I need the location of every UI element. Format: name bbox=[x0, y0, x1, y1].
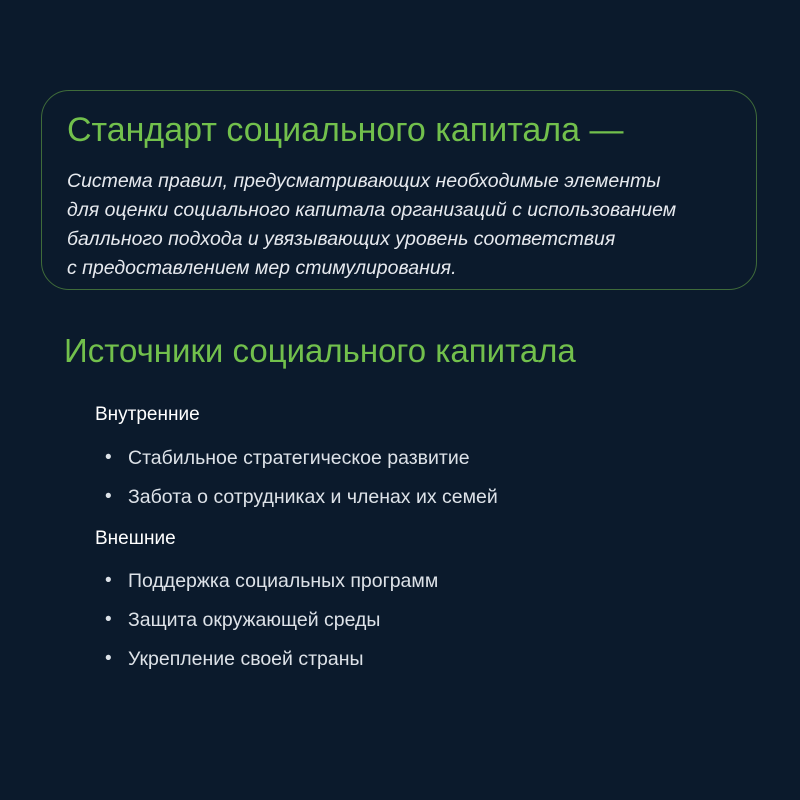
list-item bbox=[105, 443, 498, 482]
list-item bbox=[105, 644, 438, 683]
bullet-icon: • bbox=[105, 486, 112, 507]
list-item bbox=[105, 482, 498, 521]
sources-title: Источники социального капитала bbox=[64, 332, 576, 369]
definition-card bbox=[41, 90, 757, 290]
external-group-label: Внешние bbox=[95, 528, 176, 549]
bullet-icon: • bbox=[105, 570, 112, 591]
bullet-icon: • bbox=[105, 609, 112, 630]
list-item bbox=[105, 566, 438, 605]
definition-line: Система правил, предусматривающих необходимые элементы bbox=[67, 170, 661, 192]
list-item-text: Стабильное стратегическое развитие bbox=[128, 447, 470, 469]
bullet-icon: • bbox=[105, 447, 112, 468]
internal-list bbox=[105, 443, 498, 521]
list-item-text: Защита окружающей среды bbox=[128, 609, 381, 631]
list-item bbox=[105, 605, 438, 644]
list-item-text: Поддержка социальных программ bbox=[128, 570, 439, 592]
definition-text bbox=[67, 167, 676, 283]
definition-title: Стандарт социального капитала — bbox=[67, 111, 624, 149]
bullet-icon: • bbox=[105, 648, 112, 669]
definition-line: для оценки социального капитала организаций с использованием bbox=[67, 199, 677, 221]
external-list bbox=[105, 566, 438, 683]
list-item-text: Укрепление своей страны bbox=[128, 648, 364, 670]
definition-line: с предоставлением мер стимулирования. bbox=[67, 257, 457, 279]
definition-line: балльного подхода и увязывающих уровень соответствия bbox=[67, 228, 616, 250]
list-item-text: Забота о сотрудниках и членах их семей bbox=[128, 486, 498, 508]
internal-group-label: Внутренние bbox=[95, 404, 200, 425]
